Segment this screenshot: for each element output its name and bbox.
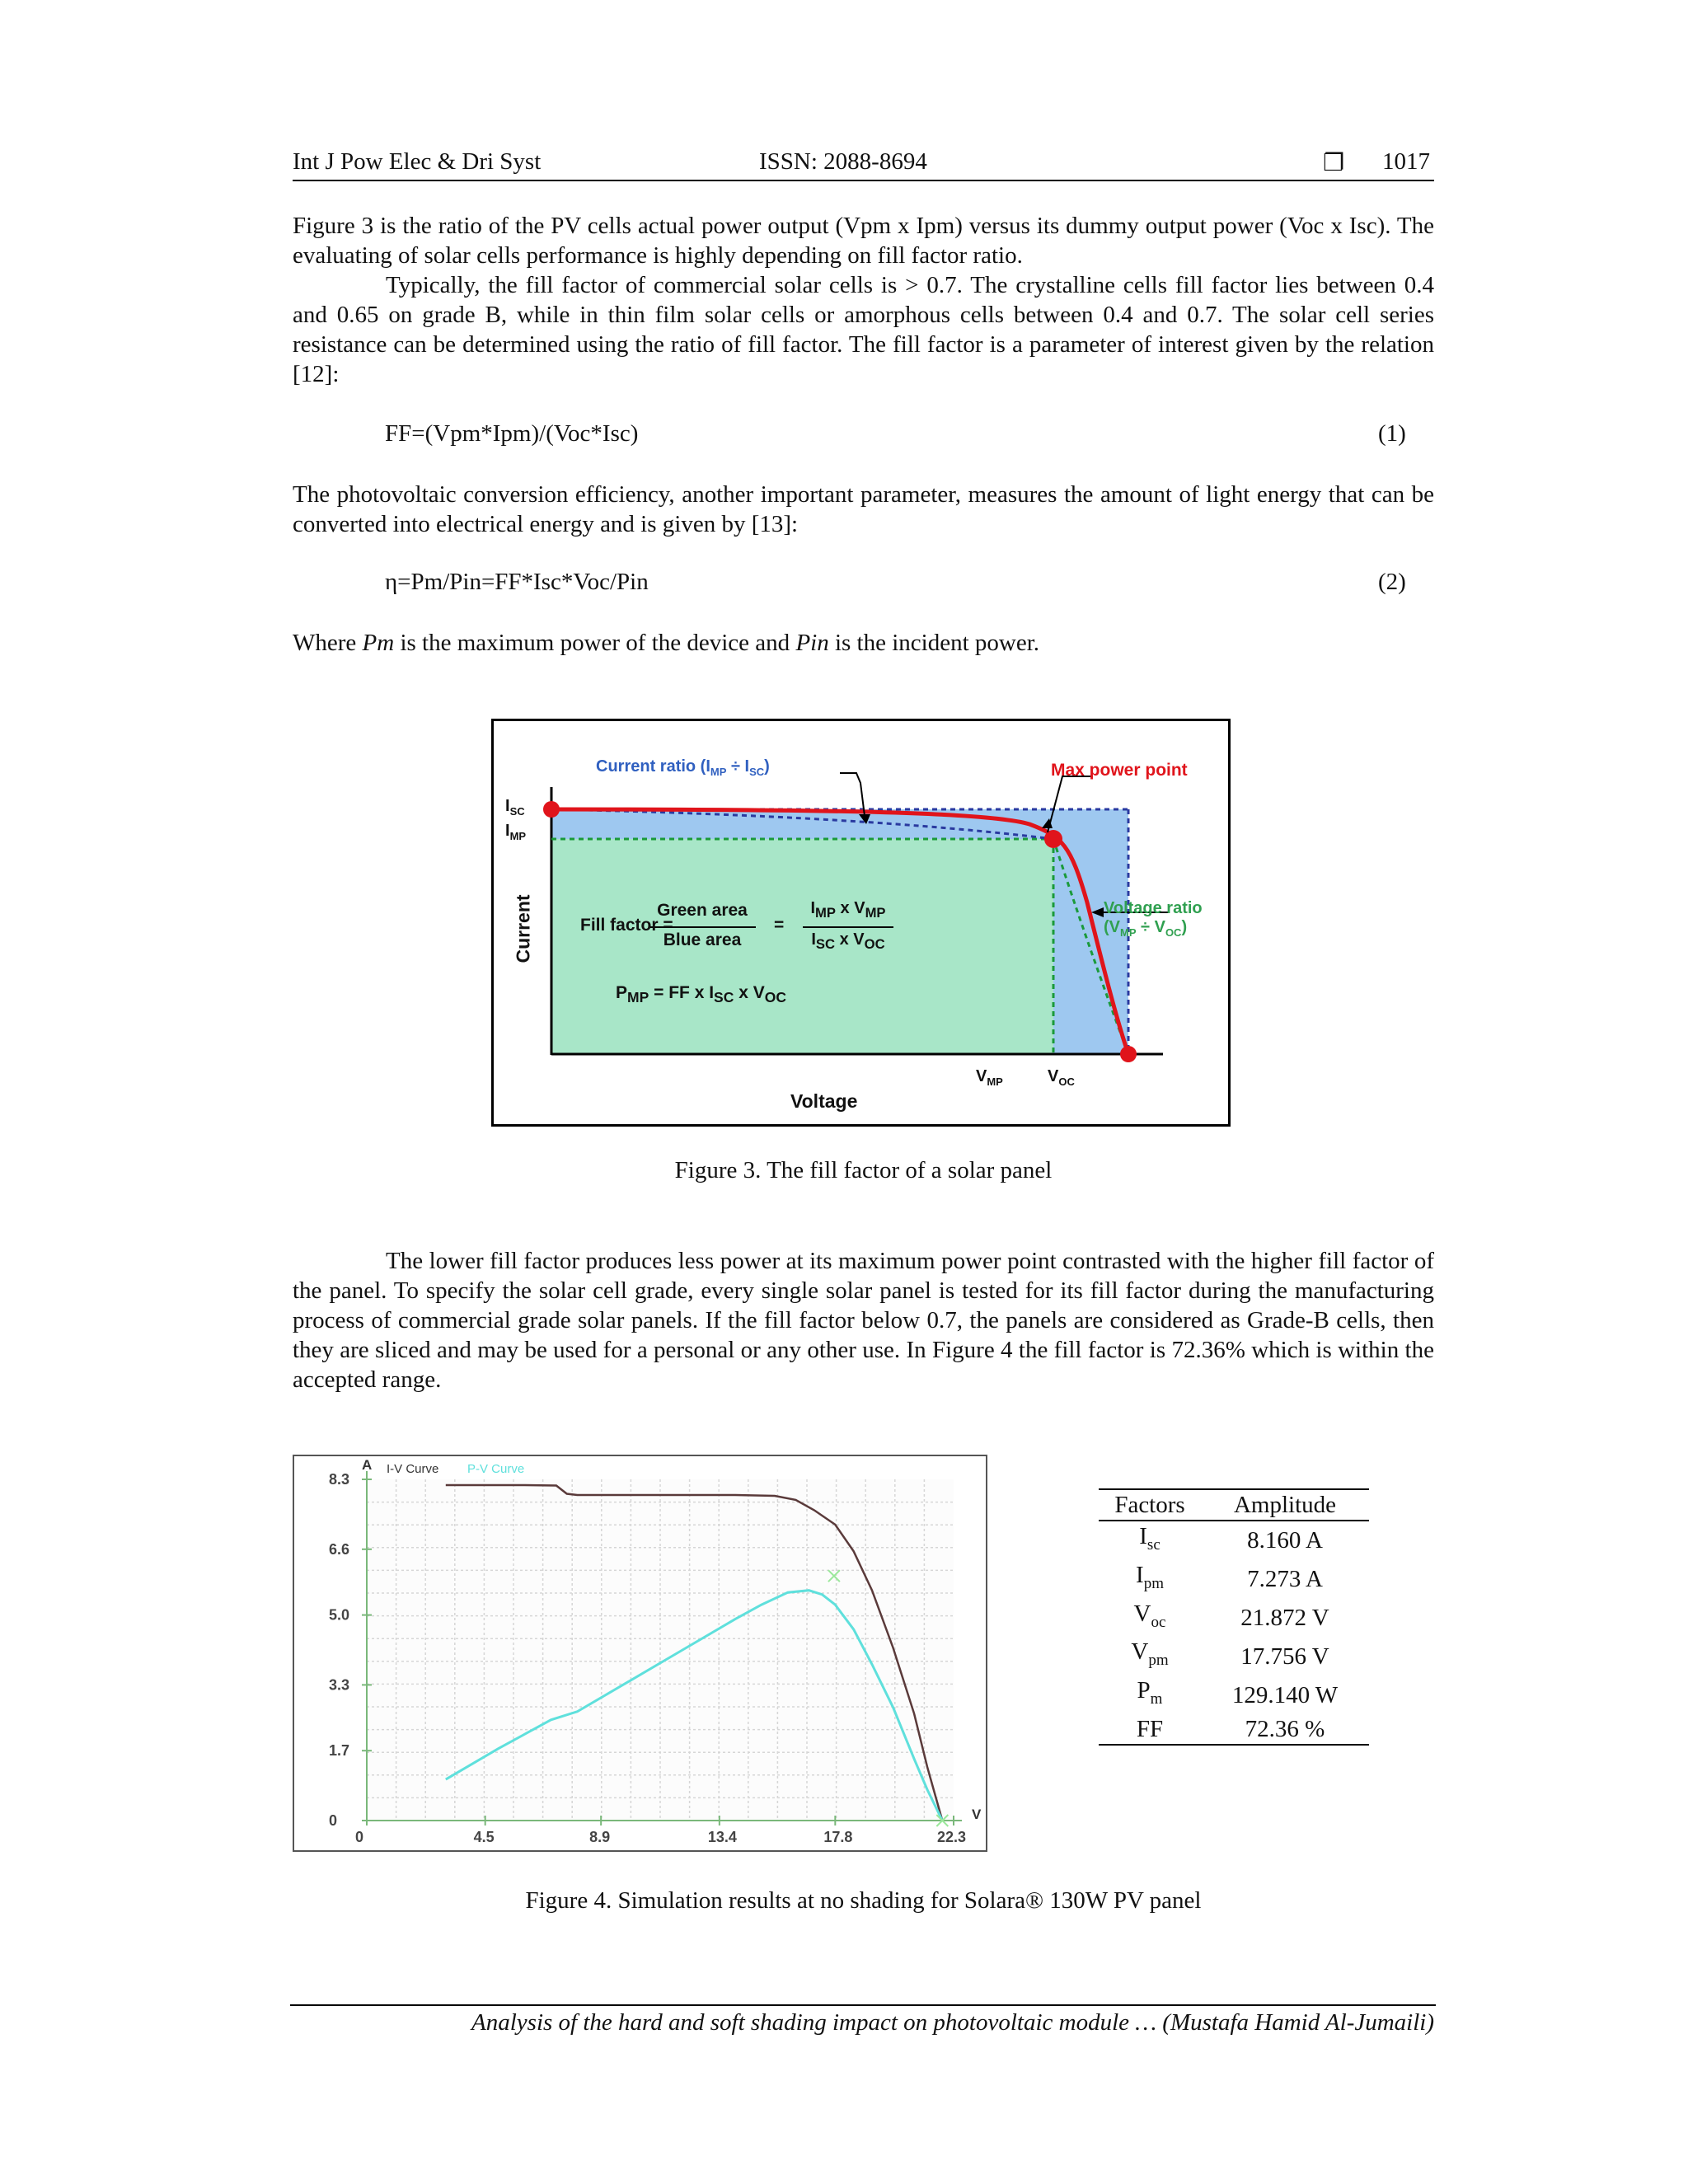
equation-2-number: (2)	[1378, 569, 1406, 595]
current-ratio-label	[596, 757, 770, 778]
isc-label	[505, 797, 525, 818]
p4-text-a: Where	[293, 630, 363, 656]
vmp-sub: MP	[987, 1076, 1003, 1088]
fill-factor-label: Fill factor =	[580, 916, 673, 935]
table-header-row	[1099, 1489, 1369, 1521]
p4-text-c: is the incident power.	[828, 630, 1040, 656]
imp-sub: MP	[509, 830, 527, 842]
vr-oc: OC	[1165, 926, 1182, 939]
factor-value: 129.140 W	[1231, 1681, 1339, 1708]
cr-end: )	[764, 757, 770, 776]
header-factors: Factors	[1114, 1492, 1185, 1518]
cr-mp: MP	[710, 766, 727, 778]
running-header	[293, 145, 1434, 181]
table-row	[1099, 1560, 1369, 1599]
table-row	[1099, 1637, 1369, 1675]
voc-sub: OC	[1058, 1076, 1075, 1088]
y-tick-label: 5.0	[329, 1606, 350, 1624]
vr-mp: MP	[1120, 926, 1137, 939]
issn: ISSN: 2088-8694	[759, 148, 927, 175]
figure-3	[491, 719, 1231, 1127]
cr-sc: SC	[749, 766, 765, 778]
blue-area-label: Blue area	[663, 930, 742, 949]
x-tick-label: 8.9	[589, 1829, 611, 1845]
y-tick-label: 1.7	[329, 1742, 350, 1760]
y-tick-label: 8.3	[329, 1471, 350, 1488]
journal-name: Int J Pow Elec & Dri Syst	[293, 148, 542, 175]
y-tick-label: 6.6	[329, 1540, 350, 1558]
factor-symbol-main: V	[1131, 1638, 1149, 1666]
cr-text: Current ratio (I	[596, 757, 710, 776]
x-tick-label: 22.3	[937, 1829, 967, 1845]
equation-1-number: (1)	[1378, 420, 1406, 447]
table-row	[1099, 1521, 1369, 1560]
isc-i: I	[505, 797, 510, 815]
factor-symbol-sub: pm	[1143, 1574, 1164, 1592]
factor-symbol-sub: sc	[1146, 1535, 1160, 1554]
x-tick-label: 0	[355, 1829, 364, 1845]
max-power-point	[1044, 830, 1062, 848]
paragraph-2: Typically, the fill factor of commercial solar cells is > 0.7. The crystalline cells fill factor lies between 0.4 and 0.65 on grade B, while in thin film solar cells or amorphous cells between 0.4 and 0.7. The solar cell series resistance can be determined using the ratio of fill factor. The fill factor is a parameter of interest given by the relation [12]:	[293, 272, 1434, 387]
factor-symbol-main: I	[1136, 1561, 1144, 1588]
vr-div: ÷ V	[1136, 918, 1165, 936]
footer-rule	[290, 2004, 1436, 2006]
factor-value: 7.273 A	[1247, 1566, 1323, 1593]
p4-pin: Pin	[795, 630, 829, 656]
paragraph-1: Figure 3 is the ratio of the PV cells actual power output (Vpm x Ipm) versus its dummy output power (Voc x Isc). The evaluating of solar cells performance is highly depending on fill factor ratio.	[293, 213, 1434, 269]
x-tick-label: 4.5	[473, 1829, 495, 1845]
legend-iv-curve: I-V Curve	[387, 1462, 439, 1476]
factor-symbol-main: V	[1133, 1600, 1151, 1627]
equation-1: FF=(Vpm*Ipm)/(Voc*Isc)	[385, 420, 639, 447]
max-power-point-label: Max power point	[1051, 761, 1188, 780]
equation-2: η=Pm/Pin=FF*Isc*Voc/Pin	[385, 569, 649, 595]
figure-4-chart	[293, 1455, 987, 1852]
factor-symbol	[1099, 1675, 1201, 1714]
vr-line1: Voltage ratio	[1104, 899, 1203, 917]
header-amplitude: Amplitude	[1233, 1492, 1337, 1518]
vr-end: )	[1181, 918, 1188, 936]
numerator-formula: $I_{MP}$ x $V_{MP}$	[810, 899, 886, 921]
factor-value: 72.36 %	[1245, 1715, 1325, 1742]
iv-pv-chart	[294, 1456, 989, 1854]
y-tick-label: 3.3	[329, 1676, 350, 1694]
factor-symbol-sub: m	[1150, 1690, 1163, 1708]
factors-table	[1099, 1488, 1369, 1746]
factor-symbol	[1099, 1637, 1201, 1675]
voltage-ratio-label	[1104, 899, 1203, 942]
x-tick-label: 17.8	[823, 1829, 853, 1845]
legend-pv-curve: P-V Curve	[467, 1462, 525, 1476]
factor-symbol	[1099, 1560, 1201, 1599]
imp-i: I	[505, 822, 510, 840]
equals-sign: =	[774, 916, 785, 935]
denominator-formula: $I_{SC}$ x $V_{OC}$	[811, 930, 885, 952]
factor-symbol	[1099, 1599, 1201, 1638]
table-row	[1099, 1599, 1369, 1638]
footer-text: Analysis of the hard and soft shading impact on photovoltaic module … (Mustafa Hamid Al-Jumaili)	[471, 2009, 1434, 2036]
pmp-formula: $P_{MP}$ = FF x $I_{SC}$ x $V_{OC}$	[616, 983, 786, 1006]
isc-point	[543, 801, 560, 818]
table-row	[1099, 1675, 1369, 1714]
factor-value: 17.756 V	[1240, 1643, 1329, 1670]
page-number: 1017	[1382, 148, 1430, 175]
cr-div: ÷ I	[726, 757, 750, 776]
voltage-axis-label: Voltage	[790, 1090, 858, 1112]
factor-symbol	[1099, 1714, 1201, 1745]
voc-v: V	[1048, 1067, 1059, 1085]
paragraph-4	[293, 628, 1434, 658]
vr-line2	[1104, 918, 1203, 942]
p4-pm: Pm	[362, 630, 395, 656]
y-tick-label: 0	[329, 1812, 338, 1829]
paragraph-3: The photovoltaic conversion efficiency, another important parameter, measures the amount of light energy that can be converted into electrical energy and is given by [13]:	[293, 481, 1434, 537]
factor-value: 21.872 V	[1240, 1604, 1329, 1631]
factor-symbol-sub: pm	[1148, 1652, 1169, 1670]
vmp-v: V	[976, 1067, 987, 1085]
isc-sub: SC	[509, 805, 525, 818]
paragraph-5: The lower fill factor produces less power at its maximum power point contrasted with the higher fill factor of the panel. To specify the solar cell grade, every single solar panel is tested for its fill factor during the manufacturing process of commercial grade solar panels. If the fill factor below 0.7, the panels are considered as Grade-B cells, then they are sliced and may be used for a personal or any other use. In Figure 4 the fill factor is 72.36% which is within the accepted range.	[293, 1248, 1434, 1393]
factor-symbol-sub: oc	[1151, 1613, 1166, 1631]
figure-4-caption: Figure 4. Simulation results at no shading for Solara® 130W PV panel	[525, 1887, 1202, 1914]
voc-label	[1048, 1067, 1075, 1088]
box-icon: ❐	[1323, 148, 1344, 176]
factor-symbol-main: I	[1139, 1523, 1147, 1549]
x-tick-label: 13.4	[707, 1829, 737, 1845]
x-axis-unit-label: V	[972, 1807, 982, 1822]
y-axis-unit-label: A	[362, 1457, 373, 1473]
factor-symbol-main: P	[1137, 1677, 1151, 1704]
green-area-label: Green area	[657, 901, 748, 920]
imp-label	[505, 822, 526, 842]
factor-value: 8.160 A	[1247, 1527, 1323, 1554]
voc-point	[1120, 1046, 1137, 1062]
vr-l2: (V	[1104, 918, 1120, 936]
vmp-label	[976, 1067, 1003, 1088]
factor-symbol-main: FF	[1136, 1715, 1164, 1742]
current-axis-label: Current	[512, 894, 534, 963]
table-row	[1099, 1714, 1369, 1745]
figure-3-caption: Figure 3. The fill factor of a solar panel	[674, 1157, 1053, 1183]
p4-text-b: is the maximum power of the device and	[394, 630, 796, 656]
factor-symbol	[1099, 1521, 1201, 1560]
